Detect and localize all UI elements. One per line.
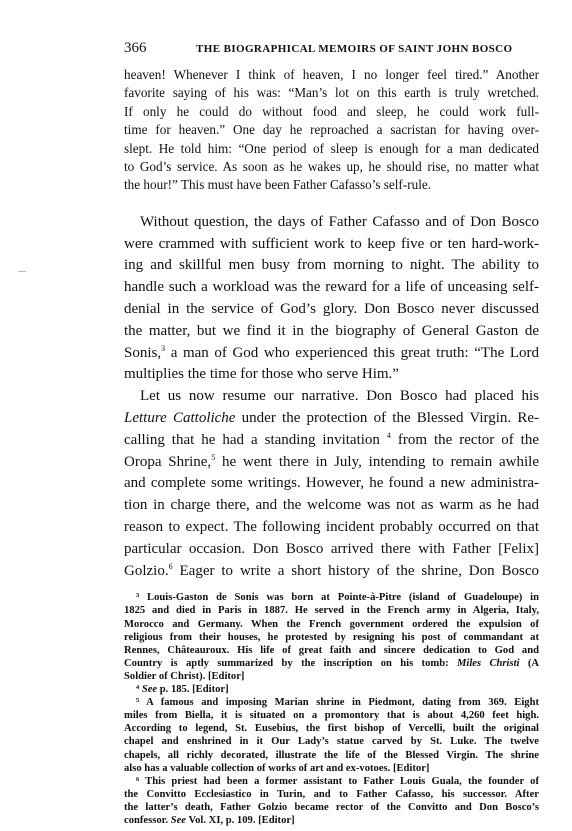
page-header <box>124 40 539 66</box>
text-line: were crammed with sufficient work to keep five or ten hard-work- <box>124 235 539 252</box>
text-fragment: calling that he had a standing invitation <box>124 431 387 448</box>
footnote-3 <box>124 591 539 683</box>
quote-line: heaven! Whenever I think of heaven, I no longer feel tired.” Another <box>124 67 539 82</box>
text-line: Without question, the days of Father Cafasso and of Don Bosco <box>140 213 539 230</box>
text-fragment: Vol. XI, p. 109. [Editor] <box>186 814 295 826</box>
footnote-ref: 4 <box>386 430 391 440</box>
quote-line: favorite saying of his was: “Man’s lot on this earth is truly wretched. <box>124 85 539 101</box>
text-line: handle such a workload was the reward for a life of unceasing self- <box>124 279 539 296</box>
text-fragment: Oropa Shrine, <box>124 453 212 470</box>
text-fragment: under the protection of the Blessed Virgin. Re- <box>235 410 539 427</box>
italic-text: See <box>170 814 186 826</box>
text-fragment: a man of God who experienced this great truth: “The Lord <box>165 344 539 361</box>
text-line: tion in charge there, and the welcome was not as warm as he had <box>124 497 539 514</box>
footnote-4 <box>124 683 539 696</box>
quote-line: If only he could do without food and sleep, he could work full- <box>124 103 539 119</box>
footnotes <box>124 591 539 827</box>
text-fragment: Country is aptly summarized by the inscription on his tomb: <box>124 657 457 669</box>
note-line <box>124 683 539 696</box>
text-line <box>124 561 539 583</box>
note-line: miles from Biella, it is situated on a promontory that is about 4,260 feet high. <box>124 710 539 722</box>
text-line: reason to expect. The following incident probably occurred on that <box>124 519 539 535</box>
note-line <box>124 657 539 670</box>
note-line: Morocco and Germany. When the French government ordered the expulsion of <box>124 618 539 630</box>
note-line: According to legend, St. Eusebius, the first bishop of Vercelli, built the original <box>124 723 539 735</box>
note-line: also has a valuable collection of works of art and ex-votoes. [Editor] <box>124 762 430 774</box>
quote-line: to God’s service. As soon as he wakes up, he should rise, no matter what <box>124 159 539 175</box>
text-fragment: he went there in July, intending to remain awhile <box>215 453 539 470</box>
text-line: particular occasion. Don Bosco arrived there with Father [Felix] <box>124 540 539 557</box>
text-fragment: Sonis, <box>124 344 162 361</box>
note-line: religious from their houses, he protested by resigning his post of commandant at <box>124 631 539 643</box>
note-line: Rennes, Châteauroux. His life of great faith and sincere dedication to God and <box>124 644 539 656</box>
footnote-5 <box>124 696 539 775</box>
italic-title: Letture Cattoliche <box>124 410 236 427</box>
text-fragment: p. 185. [Editor] <box>157 684 229 696</box>
note-line: chapels, all richly decorated, illustrate the life of the Blessed Virgin. The shrine <box>124 749 539 761</box>
text-fragment: from the rector of the <box>390 431 540 448</box>
text-line <box>124 408 539 430</box>
note-line: the Convitto Ecclesiastico in Turin, and to Father Cafasso, his successor. After <box>124 788 539 800</box>
quote-line: the hour!” This must have been Father Cafasso’s self-rule. <box>124 177 432 193</box>
quote-line: slept. He told him: “One period of sleep is enough for a man dedicated <box>124 140 539 156</box>
note-line: chapel and enshrined in it Our Lady’s statue carved by St. Luke. The twelve <box>124 736 539 748</box>
note-line: ³ Louis-Gaston de Sonis was born at Pointe-à-Pitre (island of Guadeloupe) in <box>136 592 539 604</box>
quote-block <box>124 66 539 195</box>
note-line: the latter’s death, Father Golzio became rector of the Convitto and Don Bosco’s <box>124 801 539 813</box>
text-fragment: ⁴ <box>136 684 142 696</box>
footnote-ref: 6 <box>168 561 173 571</box>
footnote-ref: 3 <box>161 343 166 353</box>
note-line <box>124 814 539 827</box>
note-line: ⁶ This priest had been a former assistant to Father Louis Guala, the founder of <box>136 775 539 787</box>
quote-line: time for heaven.” One day he reproached a sacristan for having over- <box>124 122 539 138</box>
text-line <box>124 430 539 452</box>
text-line: denial in the service of God’s glory. Don Bosco never discussed <box>124 301 539 318</box>
text-line: multiplies the time for those who serve Him.” <box>124 366 399 383</box>
running-title: THE BIOGRAPHICAL MEMOIRS OF SAINT JOHN BOSCO <box>196 43 513 55</box>
footnote-ref: 5 <box>211 452 216 462</box>
main-text <box>124 212 539 583</box>
italic-text: Miles Christi <box>456 657 520 669</box>
margin-mark <box>18 271 26 272</box>
paragraph <box>124 212 539 386</box>
text-fragment: Eager to write a short history of the shrine, Don Bosco <box>172 562 539 579</box>
note-line: 1825 and died in Paris in 1887. He served in the French army in Algeria, Italy, <box>124 605 539 617</box>
paragraph <box>124 386 539 582</box>
text-fragment: (A <box>519 657 540 669</box>
note-line: ⁵ A famous and imposing Marian shrine in Piedmont, dating from 369. Eight <box>136 697 539 709</box>
text-line: ing and skillful men busy from morning to night. The ability to <box>124 257 539 274</box>
text-line: Let us now resume our narrative. Don Bosco had placed his <box>140 388 539 405</box>
text-line: and complete some writings. However, he found a new administra- <box>124 475 539 492</box>
page-number: 366 <box>124 40 147 56</box>
text-line <box>124 452 539 474</box>
text-fragment: Golzio. <box>124 562 169 579</box>
text-line <box>124 343 539 365</box>
note-line: Soldier of Christ). [Editor] <box>124 670 245 682</box>
footnote-6 <box>124 775 539 827</box>
text-line: the matter, but we find it in the biography of General Gaston de <box>124 322 539 339</box>
italic-text: See <box>141 684 158 696</box>
text-fragment: confessor. <box>124 814 171 826</box>
book-page <box>124 40 539 827</box>
